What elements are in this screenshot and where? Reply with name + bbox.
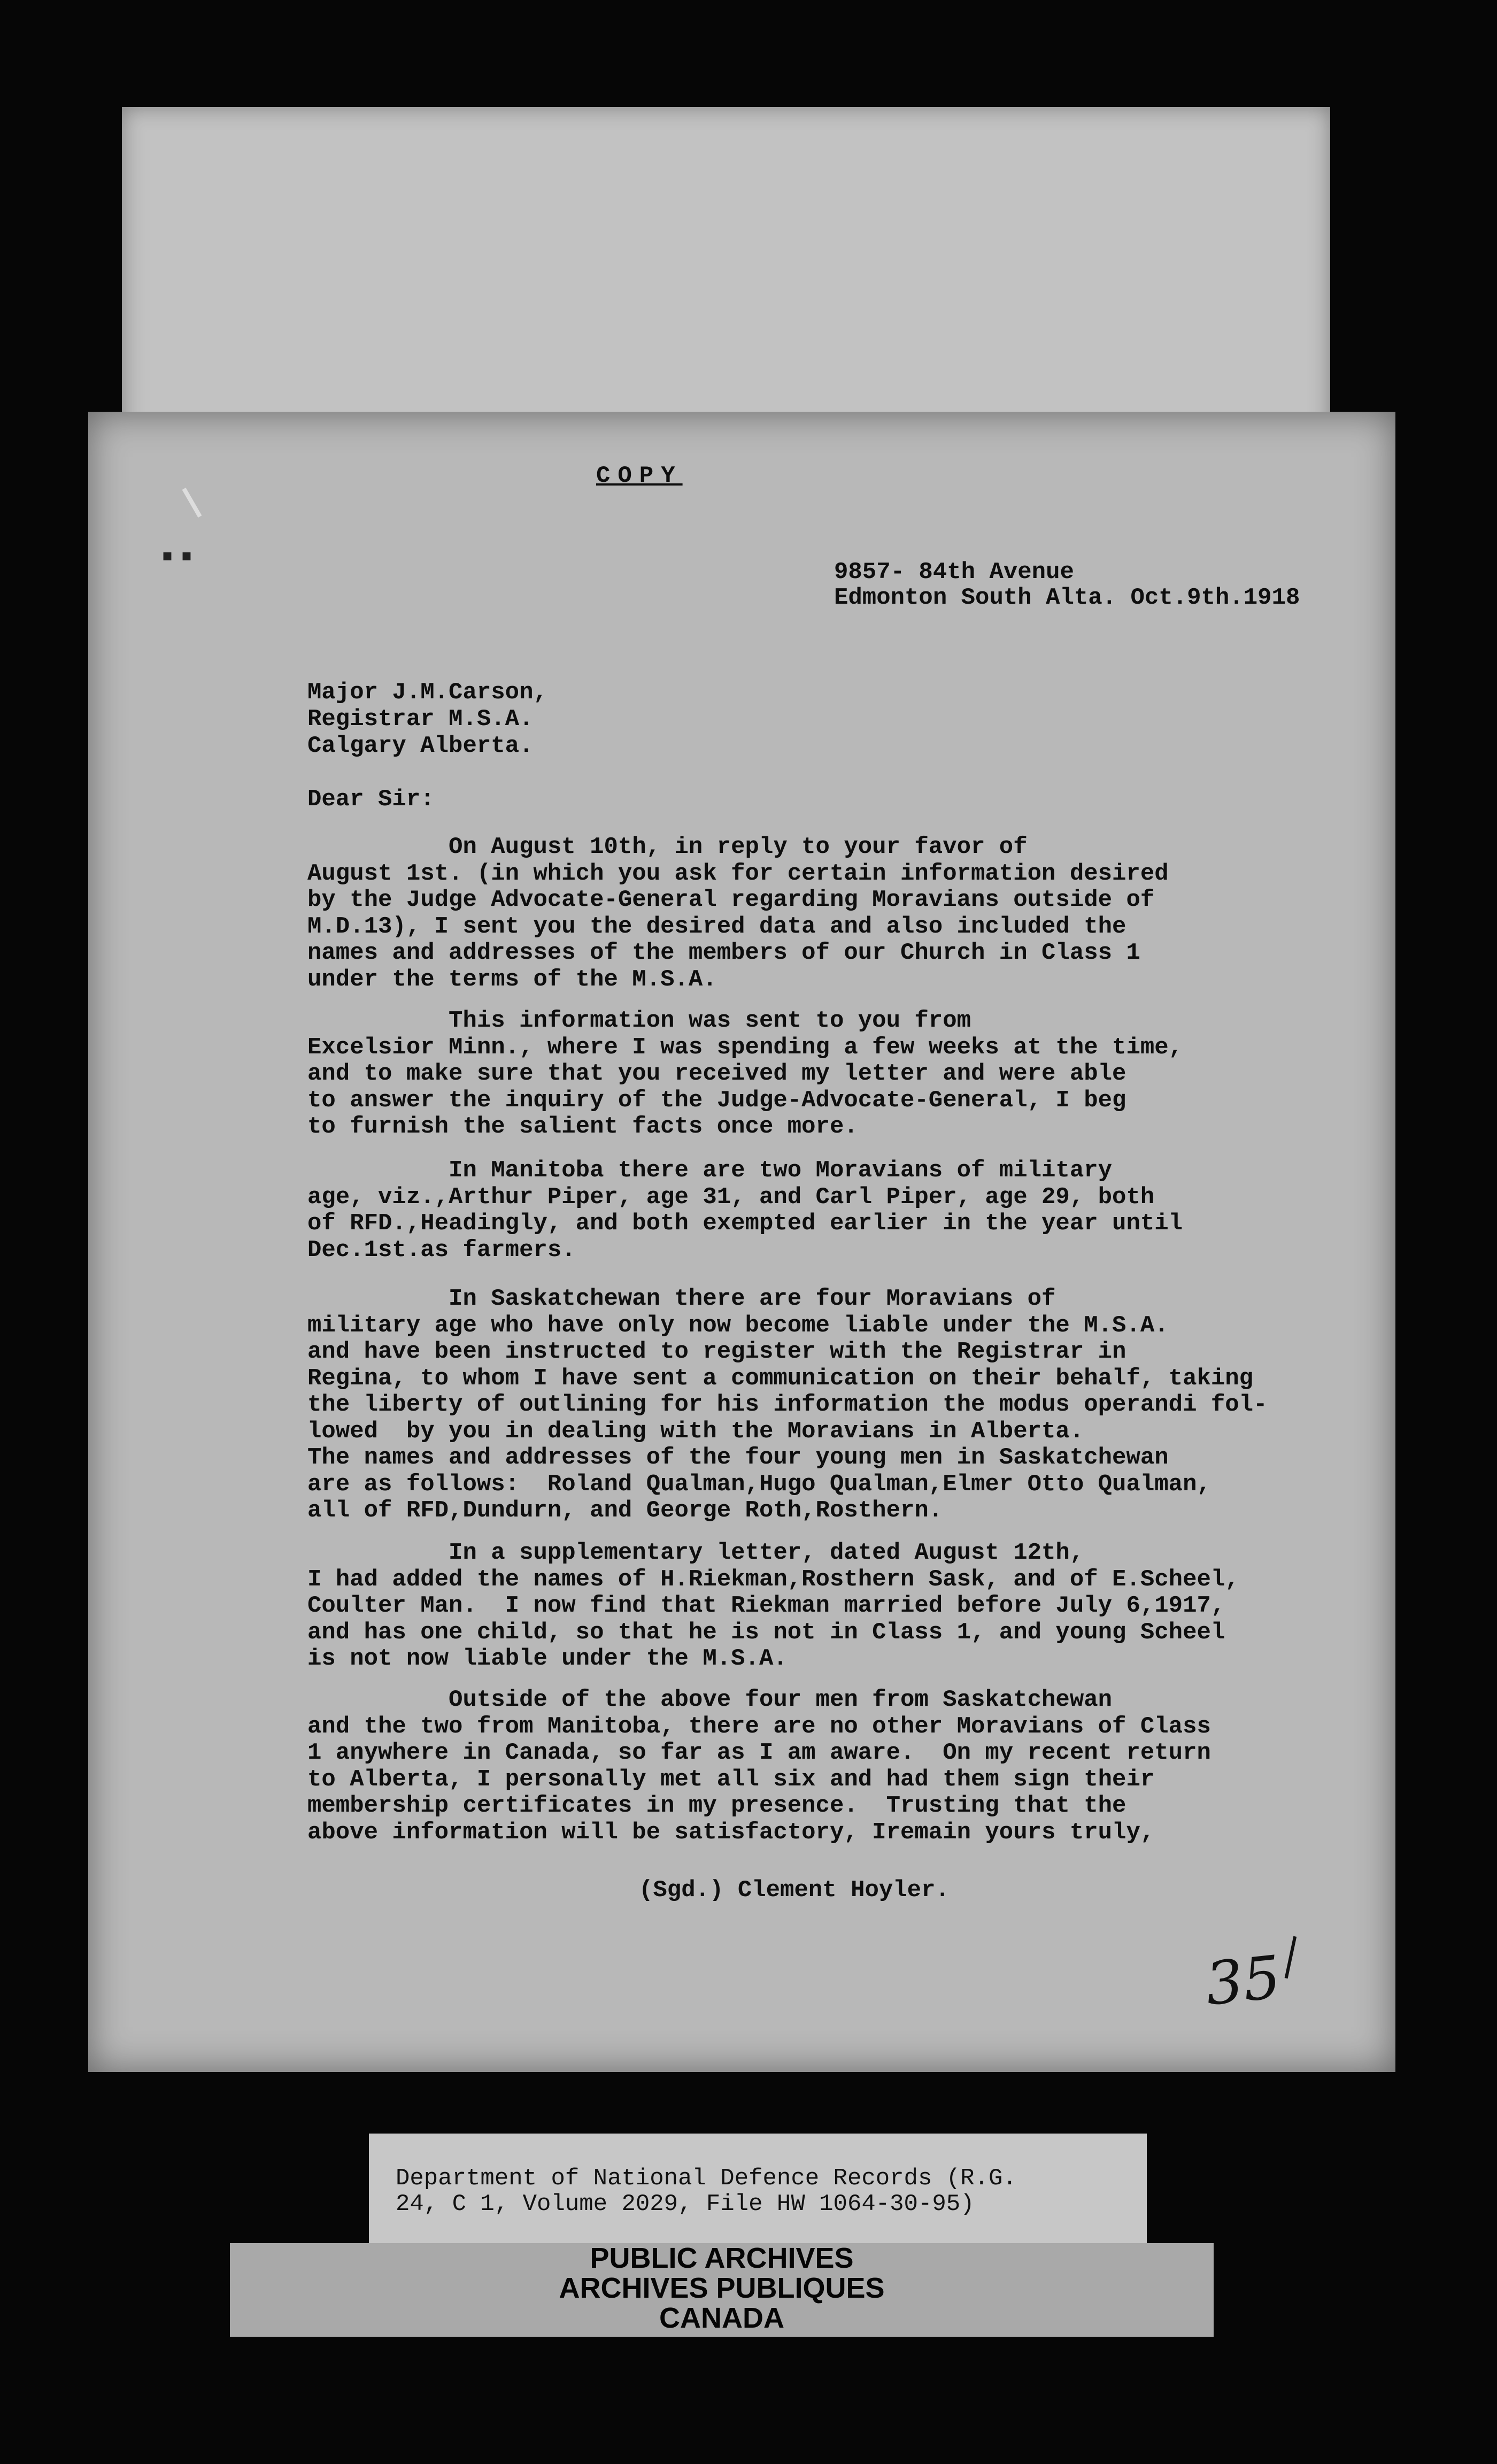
recipient-name: Major J.M.Carson, (307, 679, 547, 706)
body-paragraph-5: In a supplementary letter, dated August 12th, I had added the names of H.Riekman,Rosthern Sask, and of E.Scheel, Coulter Man. I now find that Riekman married before July 6,1917, and has one child, so that he is not in Class 1, and young Scheel is not now liable under the M.S.A. (307, 1539, 1239, 1672)
body-paragraph-1: On August 10th, in reply to your favor of August 1st. (in which you ask for certain information desired by the Judge Advocate-General regarding Moravians outside of M.D.13), I sent you the desired data and also included the names and addresses of the members of our Church in Class 1 under the terms of the M.S.A. (307, 834, 1169, 993)
staple-mark: ▪▪ (158, 540, 197, 576)
record-label-line1: Department of National Defence Records (R.G. (396, 2165, 1017, 2192)
handwritten-page-number (1202, 1943, 1284, 2019)
recipient-location: Calgary Alberta. (307, 733, 534, 759)
body-paragraph-6: Outside of the above four men from Saskatchewan and the two from Manitoba, there are no other Moravians of Class 1 anywhere in Canada, so far as I am aware. On my recent return to Alberta, I personally met all six and had them sign their membership certificates in my presence. Trusting that the above information will be satisfactory, Iremain yours truly, (307, 1687, 1211, 1846)
letter-page (88, 412, 1395, 2072)
pen-stroke (1285, 1936, 1297, 1978)
body-paragraph-4: In Saskatchewan there are four Moravians of military age who have only now become liable under the M.S.A. and have been instructed to register with the Registrar in Regina, to whom I have sent a communication on their behalf, taking the liberty of outlining for his information the modus operandi fol- lowed by you in dealing with the Moravians in Alberta. The names and addresses of the four young men in Saskatchewan are as follows: Roland Qualman,Hugo Qualman,Elmer Otto Qualman, all of RFD,Dundurn, and George Roth,Rosthern. (307, 1285, 1268, 1524)
record-label (369, 2134, 1147, 2251)
archive-stamp-line2: ARCHIVES PUBLIQUES (559, 2272, 885, 2304)
page-number-text: 35 (1202, 1943, 1284, 2019)
recipient-title: Registrar M.S.A. (307, 706, 534, 733)
pencil-mark (182, 488, 202, 518)
body-paragraph-2: This information was sent to you from Excelsior Minn., where I was spending a few weeks at the time, and to make sure that you received my letter and were able to answer the inquiry of the Judge-Advocate-General, I beg to furnish the salient facts once more. (307, 1007, 1183, 1140)
sender-address-line1: 9857- 84th Avenue (834, 559, 1074, 586)
letter-heading: COPY (596, 463, 683, 489)
sender-address-line2: Edmonton South Alta. Oct.9th.1918 (834, 584, 1300, 611)
record-label-line2: 24, C 1, Volume 2029, File HW 1064-30-95) (396, 2191, 975, 2217)
archive-stamp-line3: CANADA (659, 2302, 784, 2334)
signature: (Sgd.) Clement Hoyler. (639, 1877, 950, 1904)
body-paragraph-3: In Manitoba there are two Moravians of military age, viz.,Arthur Piper, age 31, and Carl Piper, age 29, both of RFD.,Headingly, and both exempted earlier in the year until Dec.1st.as farmers. (307, 1157, 1183, 1264)
archive-stamp-line1: PUBLIC ARCHIVES (590, 2242, 854, 2274)
archive-stamp (230, 2243, 1214, 2337)
underlying-page (122, 107, 1330, 449)
salutation: Dear Sir: (307, 786, 435, 813)
